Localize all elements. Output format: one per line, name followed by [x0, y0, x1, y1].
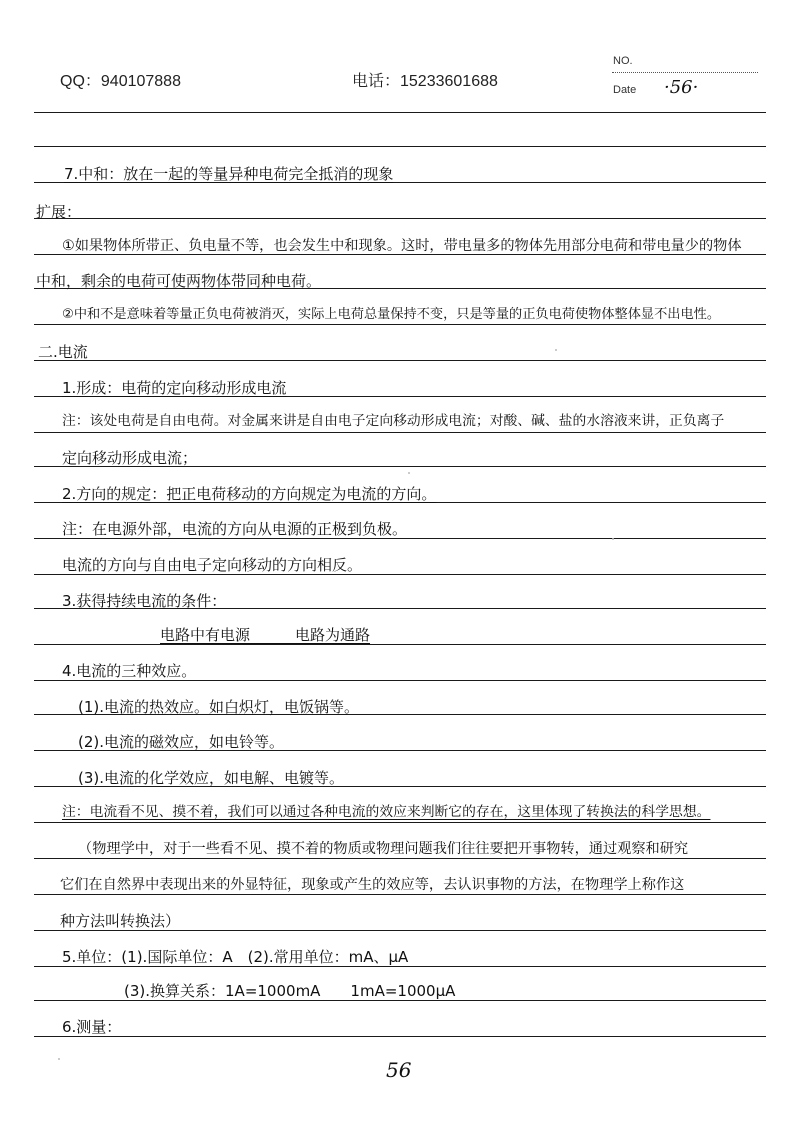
note-line: (1).电流的热效应。如白炽灯，电饭锅等。	[78, 698, 360, 716]
note-line: 注：在电源外部，电流的方向从电源的正极到负极。	[62, 520, 408, 538]
note-line: (3).换算关系：1A=1000mA 1mA=1000μA	[124, 982, 456, 1000]
ruled-line	[34, 360, 766, 361]
header-qq: QQ：940107888	[60, 73, 181, 90]
header-phone: 电话：15233601688	[352, 73, 498, 90]
note-line: ①如果物体所带正、负电量不等，也会发生中和现象。这时，带电量多的物体先用部分电荷和带电量少的物体	[62, 238, 742, 254]
note-line: ②中和不是意味着等量正负电荷被消灭，实际上电荷总量保持不变，只是等量的正负电荷使物体整体显不出电性。	[62, 307, 721, 322]
ruled-line	[34, 538, 766, 539]
note-line: 电路中有电源 电路为通路	[160, 626, 371, 644]
notebook-no-label: NO.	[613, 55, 633, 67]
ruled-line	[34, 680, 766, 681]
note-line: 7.中和：放在一起的等量异种电荷完全抵消的现象	[64, 165, 394, 183]
ruled-line	[34, 324, 766, 325]
note-line: 注：该处电荷是自由电荷。对金属来讲是自由电子定向移动形成电流；对酸、碱、盐的水溶液来讲，正负离子	[62, 413, 725, 429]
note-line: (3).电流的化学效应，如电解、电镀等。	[78, 769, 345, 787]
note-line: （物理学中，对于一些看不见、摸不着的物质或物理问题我们往往要把开事物转，通过观察和研究	[78, 841, 689, 857]
ruled-line	[34, 432, 766, 433]
note-line: 3.获得持续电流的条件：	[62, 592, 227, 610]
page-number: 56	[386, 1058, 412, 1082]
ruled-line	[34, 218, 766, 219]
ruled-line	[34, 858, 766, 859]
ruled-line	[34, 146, 766, 147]
ruled-line	[34, 1000, 766, 1001]
note-line: 中和，剩余的电荷可使两物体带同种电荷。	[36, 272, 322, 290]
ruled-line	[34, 930, 766, 931]
scan-speck	[408, 472, 410, 474]
note-line: 种方法叫转换法）	[60, 912, 181, 930]
no-dotted-line	[612, 72, 758, 73]
ruled-line	[34, 112, 766, 113]
note-line: 2.方向的规定：把正电荷移动的方向规定为电流的方向。	[62, 485, 437, 503]
scan-speck	[555, 349, 557, 351]
ruled-line	[34, 822, 766, 823]
scan-speck	[58, 1058, 60, 1060]
ruled-line	[34, 966, 766, 967]
note-line: 二.电流	[38, 343, 88, 361]
ruled-line	[34, 894, 766, 895]
note-line: 5.单位：(1).国际单位：A (2).常用单位：mA、μA	[62, 948, 409, 966]
notebook-date-value: ·56·	[664, 77, 699, 98]
note-line: 6.测量：	[62, 1018, 122, 1036]
note-line: 定向移动形成电流；	[62, 449, 198, 467]
ruled-line	[34, 644, 766, 645]
note-line: 它们在自然界中表现出来的外显特征，现象或产生的效应等，去认识事物的方法，在物理学上称作这	[60, 877, 685, 893]
ruled-line	[34, 574, 766, 575]
note-line: 扩展：	[36, 203, 82, 221]
ruled-line	[34, 254, 766, 255]
note-line: 电流的方向与自由电子定向移动的方向相反。	[62, 556, 363, 574]
scan-speck	[612, 538, 614, 540]
ruled-line	[34, 1036, 766, 1037]
note-line: 1.形成：电荷的定向移动形成电流	[62, 379, 287, 397]
note-line: 4.电流的三种效应。	[62, 662, 197, 680]
note-line: 注：电流看不见、摸不着，我们可以通过各种电流的效应来判断它的存在，这里体现了转换法的科学思想。	[62, 804, 711, 820]
notebook-date-label: Date	[613, 84, 637, 96]
note-line: (2).电流的磁效应，如电铃等。	[78, 733, 285, 751]
